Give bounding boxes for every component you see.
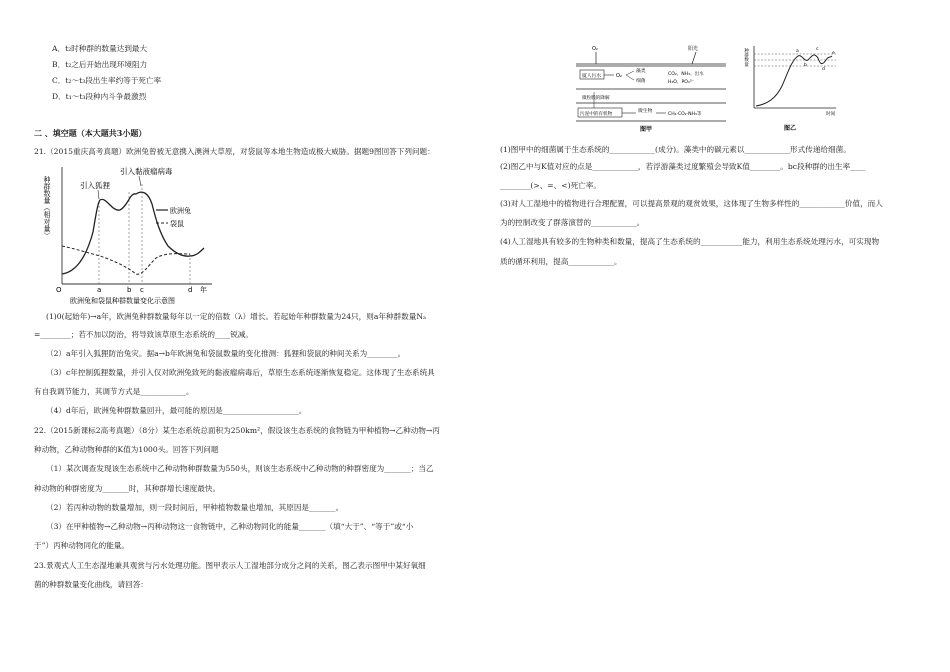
q21-legend-kangaroo: 袋鼠: [170, 220, 184, 228]
q21-annotation-fox: 引入狐狸: [80, 181, 110, 190]
fig-jia-organics: 污泥中的有机物: [580, 112, 613, 117]
q23-p3a: (3)对人工湿地中的植物进行合理配置，可以提高景观的观赏效果，这体现了生物多样性的____________价值，而人: [500, 199, 883, 208]
fig-yi-y-label: 种群数量: [743, 48, 749, 67]
q23-p2b: ________(>、=、<)死亡率。: [500, 181, 601, 190]
option-b: B．t₂之后开始出现环境阻力: [52, 60, 148, 69]
q23-p3b: 为的控制改变了群落演替的____________。: [500, 218, 645, 227]
fig-jia-sediment: 微粒膜的降解: [582, 96, 610, 101]
option-a: A．t₂时种群的数量达到最大: [52, 44, 148, 53]
fig-jia-microbe: 微生物: [638, 109, 653, 114]
fig-yi-caption: 图乙: [784, 125, 797, 132]
q21-population-figure: [40, 162, 230, 310]
q22-l7: 于”）丙种动物同化的能量。: [34, 541, 130, 550]
fig-yi-c: c: [816, 47, 819, 52]
q21-tick-a: a: [97, 286, 102, 294]
q21-tick-b: b: [127, 286, 132, 294]
fig-jia-algae: 藻类: [636, 69, 646, 74]
q21-tick-d: d: [188, 286, 193, 294]
q23-figure-yi: [744, 42, 864, 134]
fig-jia-o2-mid: O₂: [616, 73, 622, 79]
q22-l4: 种动物的种群密度为_______时，其种群增长速度最快。: [34, 484, 221, 493]
q21-p1b: =________；若不加以防治，将导致该草原生态系统的____锐减。: [34, 330, 253, 339]
fig-yi-a: a: [796, 49, 799, 54]
option-c: C．t₂～t₃段出生率约等于死亡率: [52, 76, 162, 85]
option-d: D．t₁～t₃段种内斗争最激烈: [52, 92, 147, 101]
q23-l2: 菌的种群数量变化曲线，请回答：: [34, 580, 148, 589]
fig-yi-b: b: [804, 63, 807, 68]
fig-yi-x-label: 时间: [826, 112, 836, 117]
q21-p3a: （3）c年控制狐狸数量，并引入仅对欧洲兔致死的黏液瘤病毒后，草原生态系统逐渐恢复稳定。这体现了生态系统具: [46, 368, 435, 377]
q22-l5: （2）若丙种动物的数量增加，则一段时间后，甲种植物数量也增加，其原因是_______。: [46, 503, 344, 512]
q21-p1a: (1)0(起始年)→a年，欧洲兔种群数量每年以一定的倍数（λ）增长。若起始年种群数量为24只，则a年种群数量Nₐ: [46, 312, 426, 321]
q23-p1: (1)图甲中的细菌属于生态系统的____________(成分)。藻类中的碳元素以____________形式传递给细菌。: [500, 145, 851, 154]
q22-l1: 22.（2015新课标2高考真题）（8分）某生态系统总面积为250km²，假设该生态系统的食物链为甲种植物→乙种动物→丙: [34, 426, 440, 435]
fig-jia-bacteria: 细菌: [636, 79, 646, 84]
fig-jia-gases: CH₄·CO₂·NH₃等: [668, 112, 702, 117]
q23-p2a: (2)图乙中与K值对应的点是____________，若浮游藻类过度繁殖会导致K值________。bc段种群的出生率____: [500, 162, 866, 171]
q21-legend-rabbit: 欧洲兔: [170, 207, 191, 215]
q21-x-unit: 年: [200, 286, 207, 294]
q21-p2: （2）a年引入狐狸防治兔灾。据a→b年欧洲兔和袋鼠数量的变化推测：狐狸和袋鼠的种间关系为________。: [46, 349, 406, 358]
q23-l1: 23.景观式人工生态湿地兼具观赏与污水处理功能。图甲表示人工湿地部分成分之间的关系，图乙表示图甲中某好氧细: [34, 561, 426, 570]
fig-jia-o2: O₂: [592, 46, 598, 52]
q21-tick-c: c: [140, 286, 144, 294]
q22-l3: （1）某次调查发现该生态系统中乙种动物种群数量为550头，则该生态系统中乙种动物的种群密度为_______；当乙: [46, 464, 434, 473]
q22-l2: 种动物，乙种动物种群的K值为1000头。回答下列问题: [34, 445, 219, 454]
fig-jia-products2: H₂O、PO₄³⁻: [668, 80, 694, 85]
q21-origin: O: [56, 286, 62, 294]
section-title: 二 、填空题（本大题共3小题）: [34, 128, 147, 138]
q21-p4: （4）d年后，欧洲兔种群数量回升，最可能的原因是____________________。: [46, 406, 307, 415]
fig-yi-d: d: [822, 67, 825, 72]
q21-caption: 欧洲兔和袋鼠种群数量变化示意图: [70, 297, 175, 305]
q21-y-label: 种群数量（相对量）: [43, 176, 51, 239]
fig-yi-e: e: [832, 51, 835, 56]
q22-l6: （3）在甲种植物→乙种动物→丙种动物这一食物链中，乙种动物同化的能量_______（填“大于”、“等于”或“小: [46, 522, 414, 531]
q23-p4a: (4)人工湿地具有较多的生物种类和数量，提高了生态系统的___________能力，利用生态系统处理污水，可实现物: [500, 237, 880, 246]
fig-jia-products: CO₂、NH₃、出水: [668, 72, 704, 77]
q23-p4b: 质的循环利用，提高____________。: [500, 257, 622, 266]
q21-p3b: 有自我调节能力，其调节方式是____________。: [34, 387, 194, 396]
q23-figure-jia: [574, 42, 734, 134]
q21-stem: 21.（2015重庆高考真题）欧洲兔曾被无意携入澳洲大草原，对袋鼠等本地生物造成极大威胁。据题9图回答下列问题：: [34, 147, 435, 156]
fig-jia-sewage: 厦人污水: [582, 74, 602, 79]
q21-annotation-virus: 引入黏液瘤病毒: [120, 167, 173, 176]
fig-jia-caption: 图甲: [640, 126, 653, 133]
fig-jia-sunlight: 阳光: [688, 46, 699, 52]
